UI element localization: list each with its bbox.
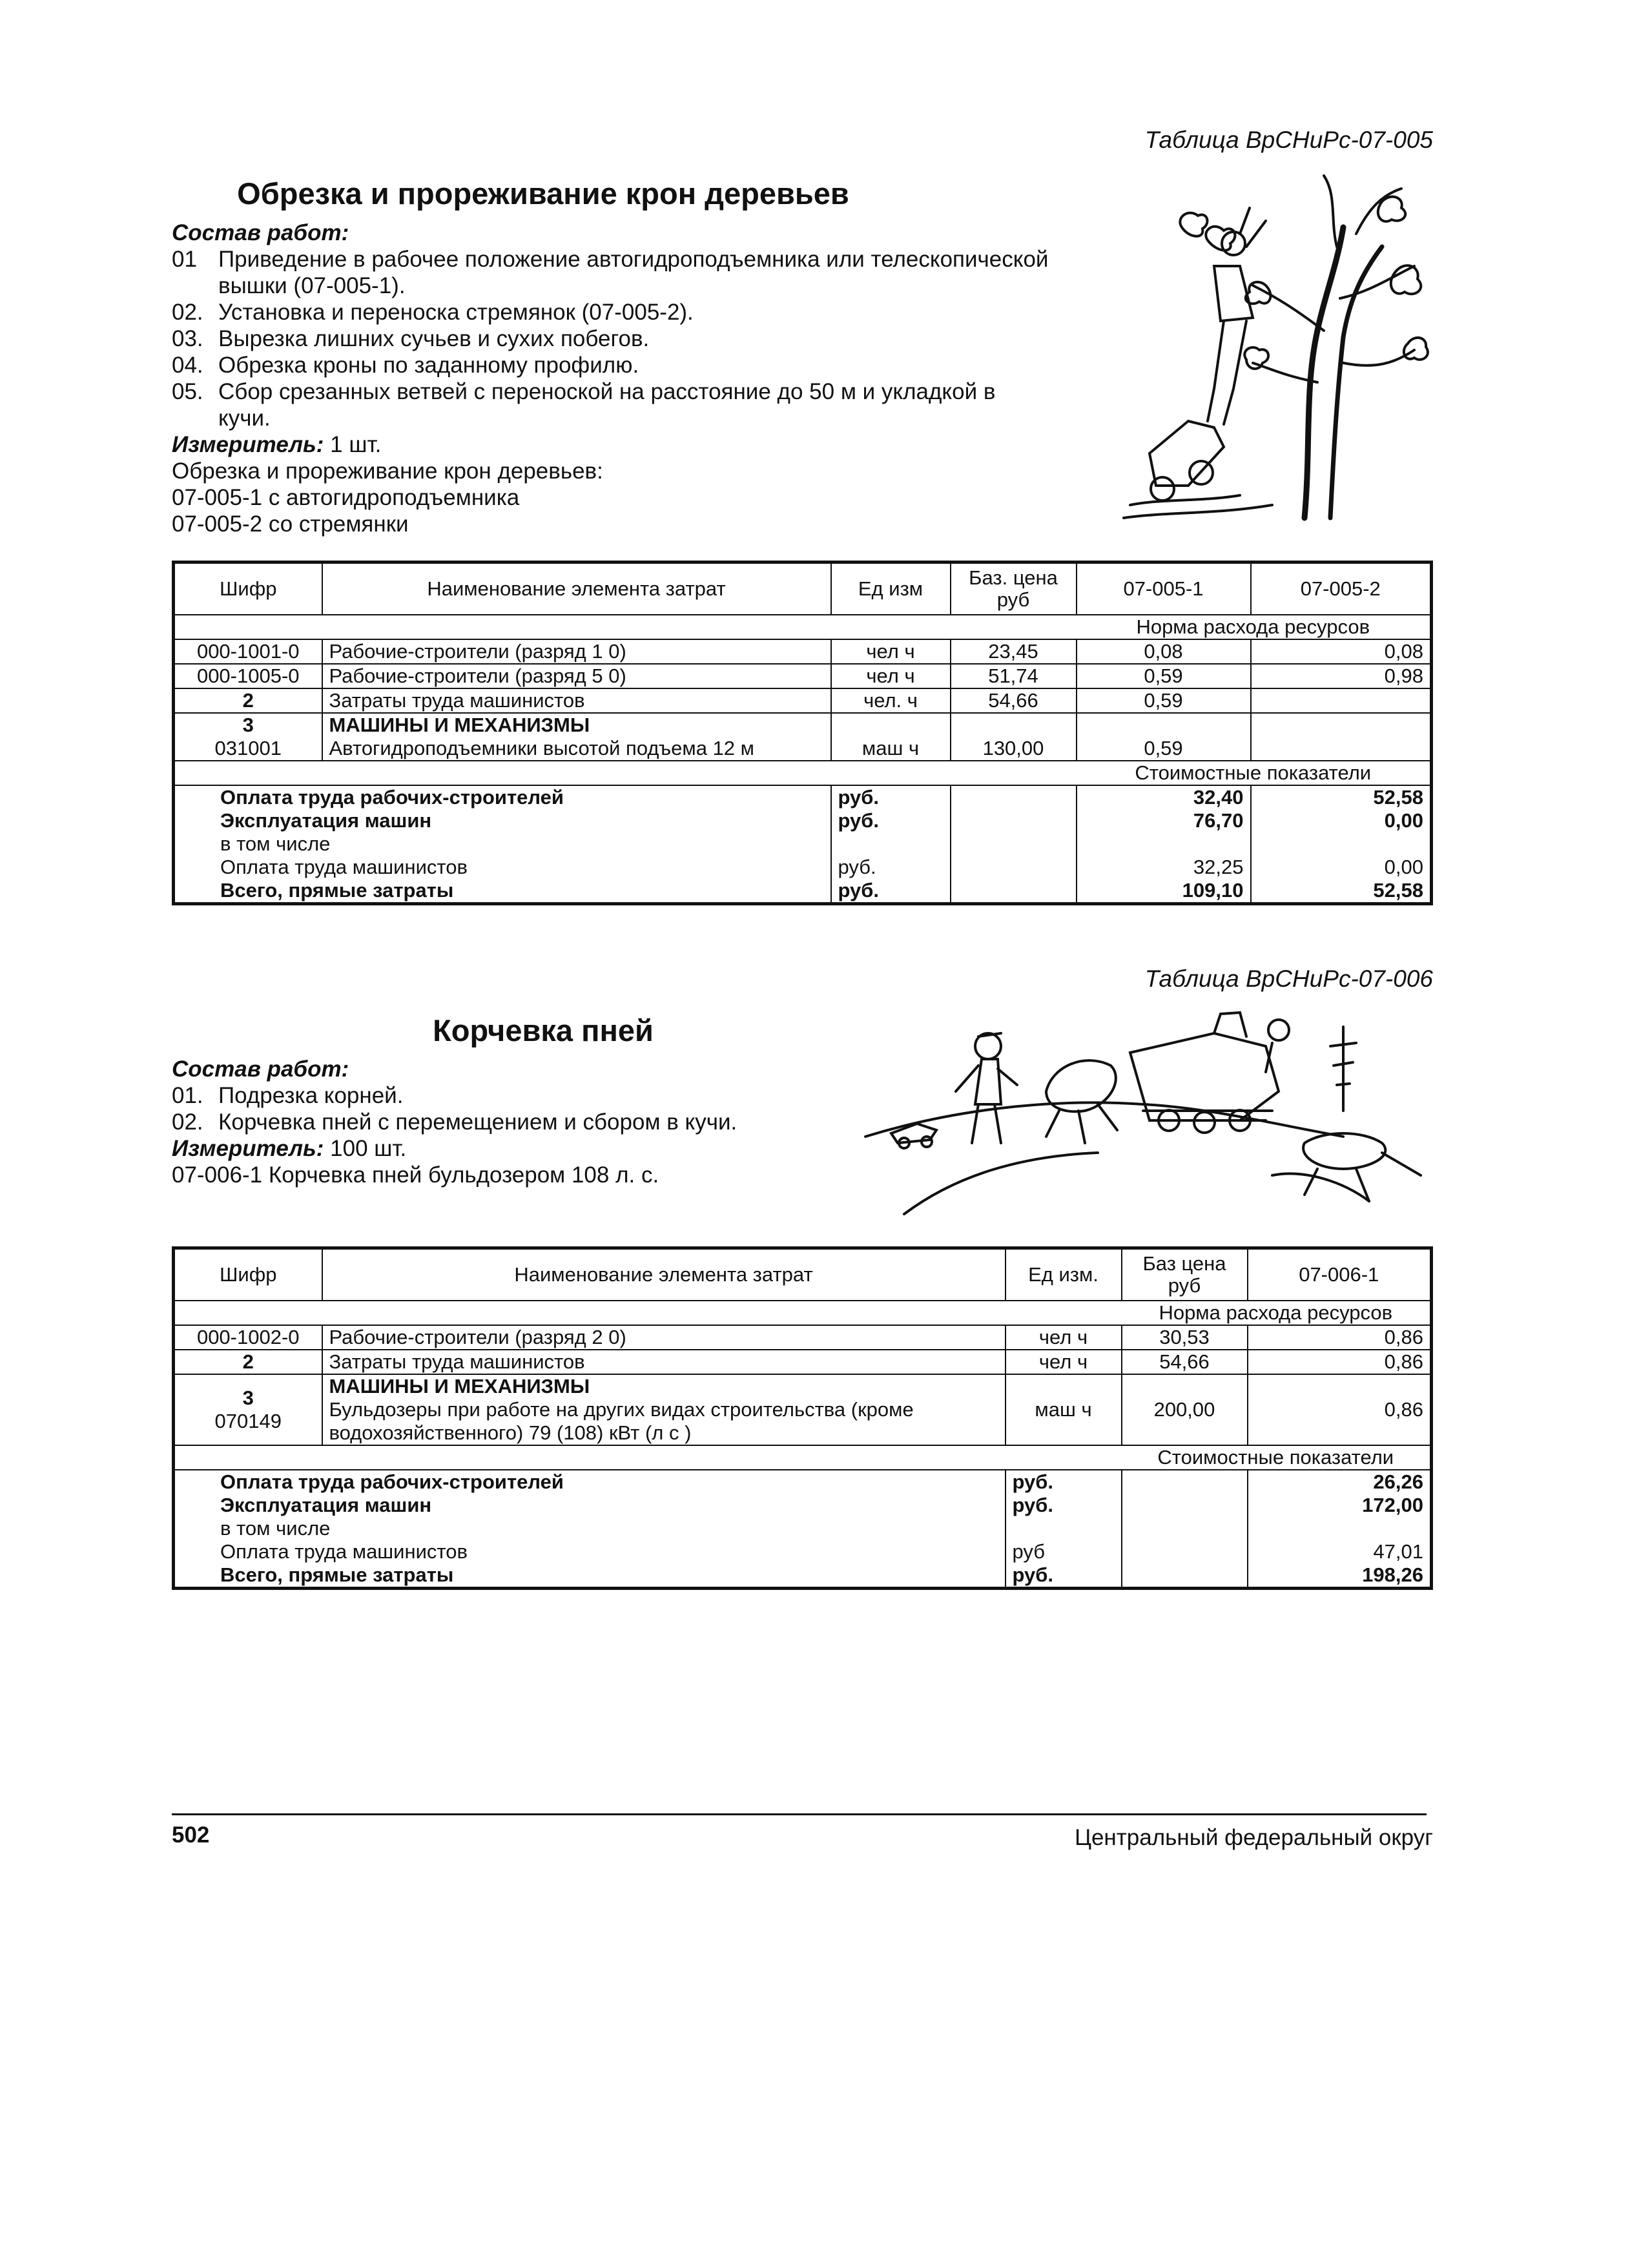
table-header-row [174, 562, 1432, 615]
col-header-unit: Ед изм [831, 562, 951, 615]
step-item: 02. Установка и переноска стремянок (07-005-2). [172, 300, 694, 325]
step-item: 01. Подрезка корней. [172, 1083, 404, 1108]
meter-line: Измеритель: 100 шт. [172, 1136, 407, 1161]
cost-row: Эксплуатация машин руб. 172,00 [174, 1494, 1432, 1517]
table-row: 000-1005-0 Рабочие-строители (разряд 5 0) чел ч 51,74 0,59 0,98 [174, 664, 1432, 688]
cost-row: Оплата труда машинистов руб 47,01 [174, 1540, 1432, 1563]
bulldozer-stumps-illustration [852, 1007, 1434, 1221]
tree-pruning-illustration [1111, 169, 1434, 531]
col-header-07-006-1: 07-006-1 [1248, 1248, 1432, 1301]
variant-line: 07-005-2 со стремянки [172, 511, 409, 537]
composition-label: Состав работ: [172, 220, 349, 245]
intro-line: Обрезка и прореживание крон деревьев: [172, 459, 603, 484]
col-header-07-005-2: 07-005-2 [1251, 562, 1432, 615]
col-header-name: Наименование элемента затрат [322, 1248, 1005, 1301]
col-header-unit: Ед изм. [1005, 1248, 1122, 1301]
table-row: 000-1002-0 Рабочие-строители (разряд 2 0) чел ч 30,53 0,86 [174, 1325, 1432, 1350]
cost-label-row [174, 761, 1432, 785]
work-composition-2 [172, 1056, 882, 1188]
col-header-price: Баз. цена руб [951, 562, 1077, 615]
norm-label: Норма расхода ресурсов [1077, 615, 1432, 639]
col-header-code: Шифр [174, 1248, 322, 1301]
section-title-crown-pruning: Обрезка и прореживание крон деревьев [237, 176, 849, 211]
cost-row: Оплата труда рабочих-строителей руб. 32,40 52,58 [174, 785, 1432, 809]
cost-label: Стоимостные показатели [1077, 761, 1432, 785]
step-item: 01 Приведение в рабочее положение автогидроподъемника или телескопической вышки (07-005-1). [172, 247, 1049, 298]
step-item: 02. Корчевка пней с перемещением и сбором в кучи. [172, 1109, 737, 1135]
meter-line: Измеритель: 1 шт. [172, 432, 382, 457]
table-row: 2 Затраты труда машинистов чел ч 54,66 0,86 [174, 1350, 1432, 1374]
table-row: 031001 Автогидроподъемники высотой подъема 12 м маш ч 130,00 0,59 [174, 737, 1432, 761]
step-item: 04. Обрезка кроны по заданному профилю. [172, 353, 639, 378]
cost-label: Стоимостные показатели [1122, 1445, 1432, 1470]
cost-row: Всего, прямые затраты руб. 198,26 [174, 1563, 1432, 1589]
cost-label-row [174, 1445, 1432, 1470]
cost-row: Оплата труда машинистов руб. 32,25 0,00 [174, 856, 1432, 879]
footer-region: Центральный федеральный округ [1075, 1825, 1433, 1850]
work-composition-1 [172, 220, 1050, 537]
norm-label-row [174, 1301, 1432, 1325]
col-header-price: Баз цена руб [1122, 1248, 1248, 1301]
table-row: 2 Затраты труда машинистов чел. ч 54,66 0,59 [174, 688, 1432, 713]
cost-row: Оплата труда рабочих-строителей руб. 26,26 [174, 1470, 1432, 1494]
step-item: 03. Вырезка лишних сучьев и сухих побегов. [172, 326, 650, 351]
step-item: 05. Сбор срезанных ветвей с переноской на расстояние до 50 м и укладкой в кучи. [172, 379, 996, 431]
col-header-code: Шифр [174, 562, 322, 615]
resource-table-07-006 [172, 1246, 1433, 1590]
col-header-07-005-1: 07-005-1 [1077, 562, 1251, 615]
section-title-stump-removal: Корчевка пней [433, 1013, 654, 1047]
table-header-row [174, 1248, 1432, 1301]
resource-table-07-005 [172, 561, 1433, 905]
table-row: 000-1001-0 Рабочие-строители (разряд 1 0) чел ч 23,45 0,08 0,08 [174, 639, 1432, 664]
col-header-name: Наименование элемента затрат [322, 562, 831, 615]
cost-row: в том числе [174, 832, 1432, 856]
cost-row: Всего, прямые затраты руб. 109,10 52,58 [174, 879, 1432, 904]
footer-rule [172, 1813, 1427, 1815]
cost-row: в том числе [174, 1517, 1432, 1540]
page-number: 502 [172, 1822, 210, 1848]
variant-line: 07-005-1 с автогидроподъемника [172, 485, 520, 510]
composition-label: Состав работ: [172, 1057, 349, 1082]
table-caption-07-005: Таблица ВрСНиРс-07-005 [1144, 127, 1433, 153]
machine-block-row: 3 070149 МАШИНЫ И МЕХАНИЗМЫ Бульдозеры при работе на других видах строительства (кроме водохозяйственного) 79 (108) кВт (л с ) маш ч 200,00 0,86 [174, 1374, 1432, 1445]
variant-line: 07-006-1 Корчевка пней бульдозером 108 л. с. [172, 1162, 659, 1188]
machines-heading-row: 3 МАШИНЫ И МЕХАНИЗМЫ [174, 713, 1432, 737]
cost-row: Эксплуатация машин руб. 76,70 0,00 [174, 809, 1432, 832]
table-caption-07-006: Таблица ВрСНиРс-07-006 [1144, 965, 1433, 992]
norm-label-row [174, 615, 1432, 639]
norm-label: Норма расхода ресурсов [1122, 1301, 1432, 1325]
